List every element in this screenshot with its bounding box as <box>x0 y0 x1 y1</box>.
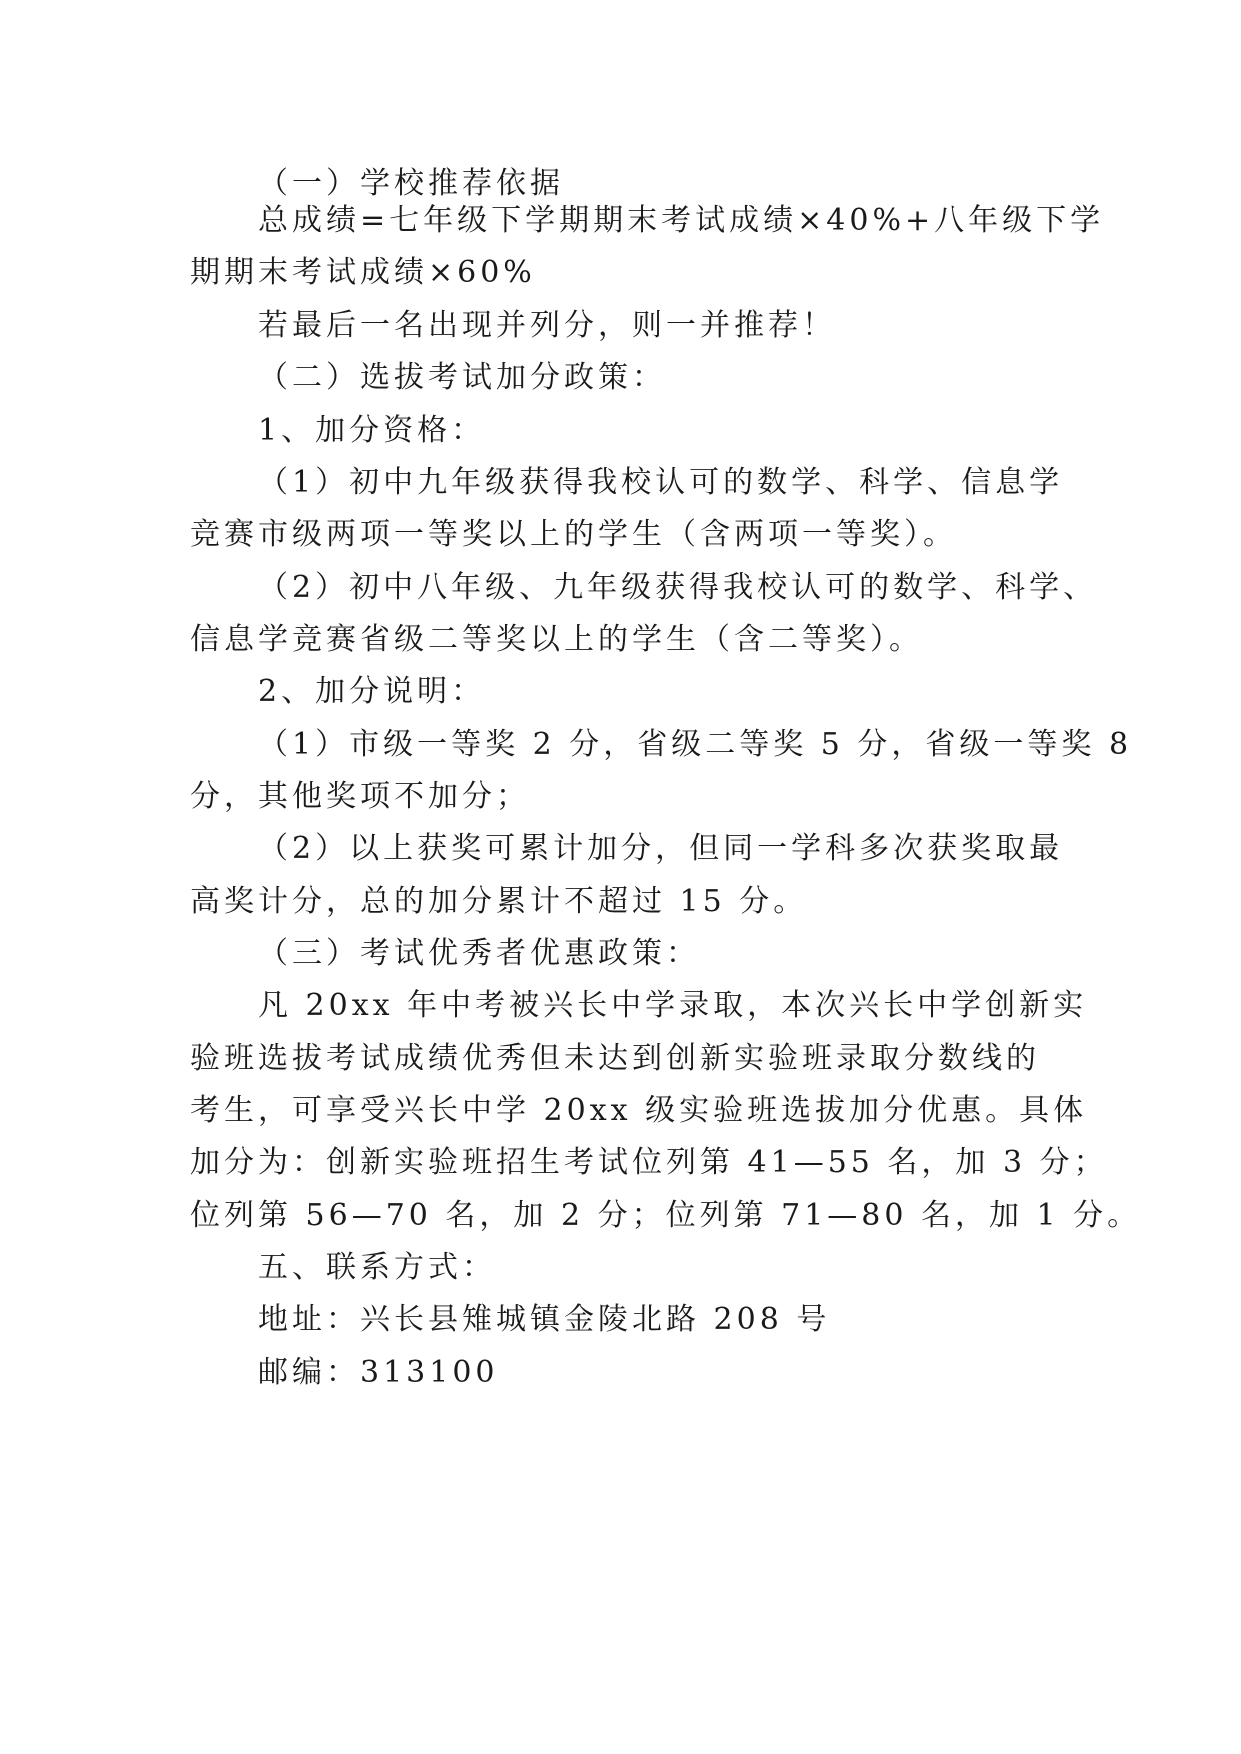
section-heading-excellence-policy: （三）考试优秀者优惠政策： <box>258 936 700 971</box>
contact-address: 地址：兴长县雉城镇金陵北路 208 号 <box>258 1302 831 1337</box>
subsection-heading: 1、加分资格： <box>258 413 486 448</box>
contact-postcode: 邮编：313100 <box>258 1355 499 1390</box>
paragraph-line: （1）初中九年级获得我校认可的数学、科学、信息学 <box>258 465 1064 500</box>
paragraph-line: 分，其他奖项不加分； <box>190 779 530 814</box>
paragraph-line: 考生，可享受兴长中学 20xx 级实验班选拔加分优惠。具体 <box>190 1093 1088 1128</box>
section-heading-school-recommendation: （一）学校推荐依据 <box>258 166 564 201</box>
section-heading-contact: 五、联系方式： <box>258 1250 496 1285</box>
paragraph-line: 期期末考试成绩×60% <box>190 255 536 290</box>
paragraph-line: （2）以上获奖可累计加分，但同一学科多次获奖取最 <box>258 831 1064 866</box>
paragraph-line: 竞赛市级两项一等奖以上的学生（含两项一等奖）。 <box>190 517 957 552</box>
paragraph-line: 高奖计分，总的加分累计不超过 15 分。 <box>190 884 808 919</box>
paragraph-line: 总成绩=七年级下学期期末考试成绩×40%+八年级下学 <box>258 203 1105 238</box>
paragraph-line: 位列第 56—70 名，加 2 分；位列第 71—80 名，加 1 分。 <box>190 1198 1142 1233</box>
section-heading-bonus-policy: （二）选拔考试加分政策： <box>258 360 666 395</box>
paragraph-line: 加分为：创新实验班招生考试位列第 41—55 名，加 3 分； <box>190 1145 1108 1180</box>
paragraph-line: 信息学竞赛省级二等奖以上的学生（含二等奖）。 <box>190 622 923 657</box>
paragraph-line: （2）初中八年级、九年级获得我校认可的数学、科学、 <box>258 570 1098 605</box>
paragraph-line: （1）市级一等奖 2 分，省级二等奖 5 分，省级一等奖 8 <box>258 727 1133 762</box>
paragraph-line: 验班选拔考试成绩优秀但未达到创新实验班录取分数线的 <box>190 1041 1040 1076</box>
subsection-heading: 2、加分说明： <box>258 674 486 709</box>
paragraph-line: 若最后一名出现并列分，则一并推荐！ <box>258 308 836 343</box>
paragraph-line: 凡 20xx 年中考被兴长中学录取，本次兴长中学创新实 <box>258 988 1088 1023</box>
